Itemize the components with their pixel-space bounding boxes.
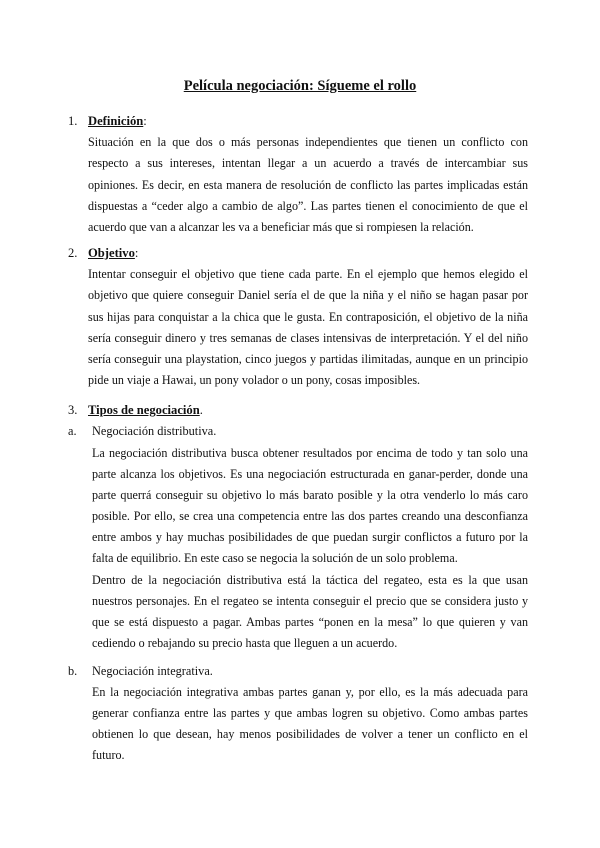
section-number: 3.	[68, 403, 78, 417]
section-heading-suffix: :	[134, 246, 139, 260]
section-heading	[88, 243, 138, 264]
section-paragraph: Situación en la que dos o más personas independientes que tienen un conflicto con respecto a sus intereses, intentan llegar a un acuerdo a través de intercambiar sus opiniones. Es decir, en esta manera de resolución de conflicto las partes implicadas están dispuestas a “ceder algo a cambio de algo”. Las partes tienen el conocimiento de que el acuerdo que van a alcanzar les va a beneficiar más que si rompiesen la relación.	[88, 135, 528, 235]
section-heading	[88, 400, 203, 421]
section-heading	[88, 111, 147, 132]
subsection-paragraph: En la negociación integrativa ambas partes ganan y, por ello, es la más adecuada para generar confianza entre las partes y que ambas logren su objetivo. Como ambas partes obtienen lo que desean, hay menos posibilidades de volver a tener un conflicto en el futuro.	[92, 685, 528, 763]
section-number: 2.	[68, 246, 78, 260]
subsection-body	[92, 682, 528, 766]
subsection-heading: Negociación integrativa.	[92, 664, 213, 678]
section-number: 1.	[68, 114, 78, 128]
section-paragraph: Intentar conseguir el objetivo que tiene cada parte. En el ejemplo que hemos elegido el objetivo que quiere conseguir Daniel sería el de que la niña y el niño se hagan pasar por sus hijas para conquistar a la chica que le gusta. En contraposición, el objetivo de la niña sería conseguir dinero y tres semanas de clases intensivas de interpretación. Y el del niño sería conseguir una playstation, cinco juegos y partidas ilimitadas, aunque en un principio pide un viaje a Hawai, un pony volador o un pony, cosas imposibles.	[88, 267, 528, 388]
section-heading-suffix: .	[199, 403, 203, 417]
section-heading-suffix: :	[143, 114, 147, 128]
section-heading-text: Definición	[88, 114, 144, 128]
subsection-paragraph: La negociación distributiva busca obtener resultados por encima de todo y tan solo una parte alcanza los objetivos. Es una negociación estructurada en ganar-perder, donde una parte querrá conseguir su objetivo lo más barato posible y la otra venderlo lo más caro posible. Por ello, se crea una competencia entre las dos partes creando una desconfianza entre ambos y hay muchas posibilidades de que puedan surgir conflictos a futuro por la falta de equilibrio. En este caso se negocia la solución de un solo problema.	[92, 446, 528, 566]
subsection-body	[92, 443, 528, 654]
subsection-letter: a.	[68, 424, 77, 438]
subsection-paragraph: Dentro de la negociación distributiva está la táctica del regateo, esta es la que usan nuestros personajes. En el regateo se intenta conseguir el precio que se considera justo y que se está dispuesto a pagar. Ambas partes “ponen en la mesa” lo que quieren y van cediendo o rebajando su precio hasta que lleguen a un acuerdo.	[92, 572, 528, 650]
subsection-heading: Negociación distributiva.	[92, 424, 217, 438]
page-title: Película negociación: Sígueme el rollo	[183, 78, 417, 94]
section-heading-text: Tipos de negociación	[88, 403, 200, 417]
subsection-letter: b.	[68, 664, 78, 678]
section-heading-text: Objetivo	[88, 246, 135, 260]
